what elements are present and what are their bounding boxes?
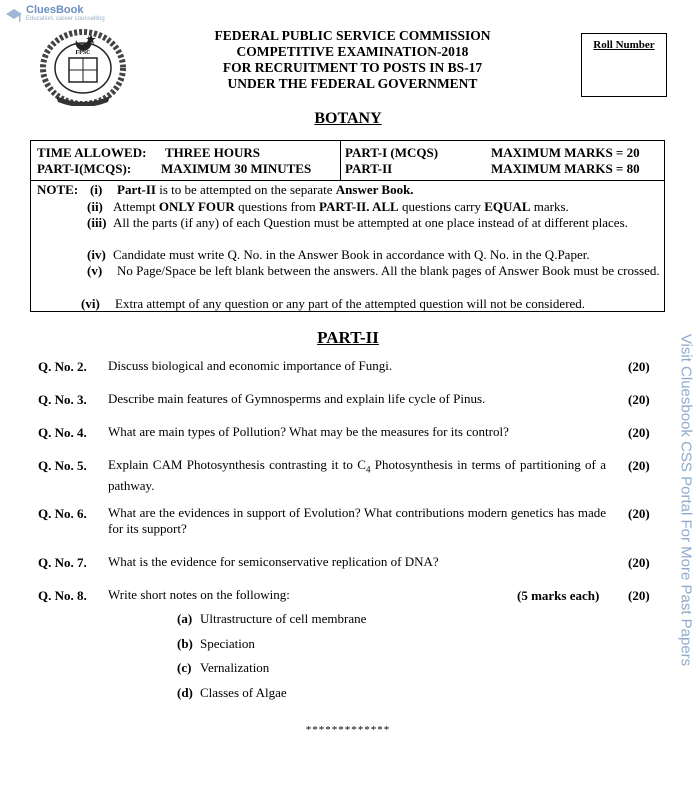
question-marks: (20) — [628, 588, 650, 603]
emblem-text: FPSC — [75, 50, 91, 56]
question-number: Q. No. 5. — [38, 458, 87, 473]
question-number: Q. No. 4. — [38, 425, 87, 440]
part2-label: PART-II — [345, 161, 393, 176]
question-text: Describe main features of Gymnosperms and explain life cycle of Pinus. — [108, 391, 486, 406]
question-text: Write short notes on the following: — [108, 587, 290, 602]
question-marks-each: (5 marks each) — [517, 588, 600, 603]
note-text: Part-II is to be attempted on the separate Answer Book. — [117, 182, 414, 197]
question-number: Q. No. 8. — [38, 588, 87, 603]
header-line-4: UNDER THE FEDERAL GOVERNMENT — [227, 76, 478, 91]
mcq-time-value: MAXIMUM 30 MINUTES — [161, 161, 312, 176]
time-allowed-label: TIME ALLOWED: — [37, 145, 147, 160]
roll-number-box — [581, 33, 667, 97]
short-note-item: (c) Vernalization — [177, 660, 270, 675]
side-watermark-text: Visit Cluesbook CSS Portal For More Past Papers — [677, 333, 695, 667]
question-number: Q. No. 7. — [38, 555, 87, 570]
part2-marks: MAXIMUM MARKS = 80 — [491, 161, 640, 176]
graduation-cap-icon — [4, 4, 24, 28]
note-num: (iii) — [87, 215, 107, 230]
question-marks: (20) — [628, 458, 650, 473]
short-note-item: (a) Ultrastructure of cell membrane — [177, 611, 367, 626]
note-num: (i) — [90, 182, 103, 197]
note-lead: NOTE: — [37, 182, 79, 197]
question-text: What is the evidence for semiconservative replication of DNA? — [108, 554, 439, 569]
question-number: Q. No. 3. — [38, 392, 87, 407]
exam-header — [180, 28, 525, 92]
note-num: (v) — [87, 263, 103, 278]
note-text: Attempt ONLY FOUR questions from PART-II. ALL questions carry EQUAL marks. — [113, 199, 569, 214]
part1-marks: MAXIMUM MARKS = 20 — [491, 145, 640, 160]
header-line-1: FEDERAL PUBLIC SERVICE COMMISSION — [214, 28, 491, 43]
header-line-2: COMPETITIVE EXAMINATION-2018 — [236, 44, 469, 59]
short-note-item: (d) Classes of Algae — [177, 685, 287, 700]
question-marks: (20) — [628, 359, 650, 374]
question-text: What are the evidences in support of Evolution? What contributions modern genetics has made for its support? — [108, 505, 606, 536]
watermark-brand: CluesBook — [26, 4, 84, 16]
subject-title: BOTANY — [314, 110, 382, 127]
watermark-tagline: Education, career counselling — [26, 16, 105, 22]
note-num: (iv) — [87, 247, 106, 262]
question-number: Q. No. 6. — [38, 506, 87, 521]
fpsc-emblem — [36, 26, 130, 106]
note-num: (ii) — [87, 199, 103, 214]
question-text: Explain CAM Photosynthesis contrasting it to $C_4$ Photosynthesis in terms of partitioning of a pathway. — [108, 457, 607, 493]
note-text: Candidate must write Q. No. in the Answer Book in accordance with Q. No. in the Q.Paper. — [113, 247, 590, 262]
question-marks: (20) — [628, 506, 650, 521]
note-text: All the parts (if any) of each Question must be attempted at one place instead of at different places. — [113, 215, 628, 230]
question-text: Discuss biological and economic importance of Fungi. — [108, 358, 393, 373]
instructions-box — [30, 140, 665, 312]
roll-number-label: Roll Number — [593, 39, 655, 51]
short-note-item: (b) Speciation — [177, 636, 255, 651]
question-number: Q. No. 2. — [38, 359, 87, 374]
note-text: No Page/Space be left blank between the answers. All the blank pages of Answer Book must be crossed. — [117, 263, 660, 278]
time-allowed-value: THREE HOURS — [165, 145, 260, 160]
side-watermark — [676, 310, 696, 690]
question-marks: (20) — [628, 425, 650, 440]
note-text: Extra attempt of any question or any part of the attempted question will not be considered. — [115, 296, 586, 311]
question-text: What are main types of Pollution? What may be the measures for its control? — [108, 424, 509, 439]
header-line-3: FOR RECRUITMENT TO POSTS IN BS-17 — [222, 60, 483, 75]
question-marks: (20) — [628, 555, 650, 570]
mcq-time-label: PART-I(MCQS): — [37, 161, 132, 176]
end-of-paper-mark: ************* — [305, 724, 391, 736]
part-title: PART-II — [317, 328, 379, 347]
part1-label: PART-I (MCQS) — [345, 145, 439, 160]
note-num: (vi) — [81, 296, 100, 311]
question-marks: (20) — [628, 392, 650, 407]
